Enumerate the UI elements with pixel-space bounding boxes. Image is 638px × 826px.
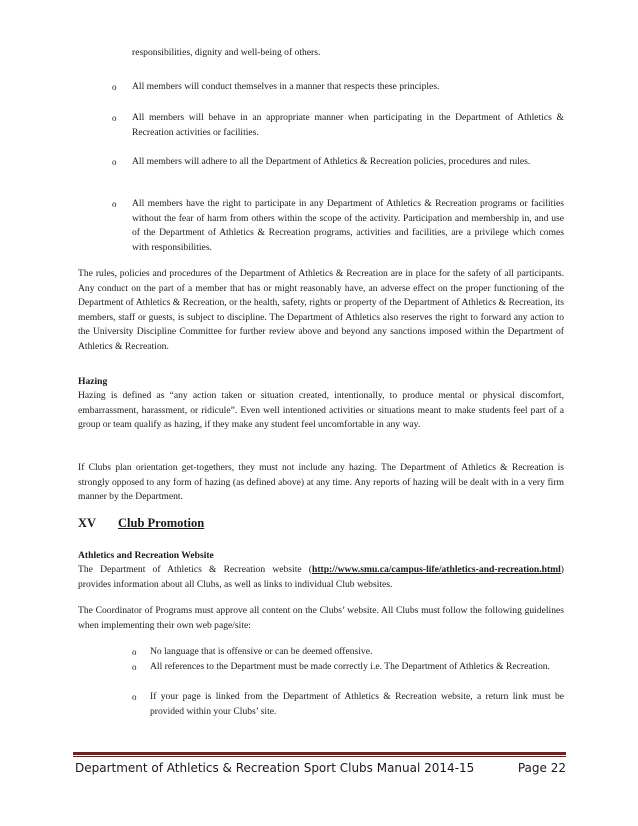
hazing-clubs-paragraph: If Clubs plan orientation get-togethers, they must not include any hazing. The Department of Athletics & Recreation is strongly opposed to any form of hazing (as defined above) at any time. Any reports of hazing will be dealt with in a very firm manner by the Department. bbox=[78, 462, 564, 503]
guideline-item: No language that is offensive or can be deemed offensive. bbox=[150, 646, 373, 657]
section-number: XV bbox=[78, 516, 97, 530]
website-text-after: ) provides information about all Clubs, as well as links to individual Club websites. bbox=[78, 564, 564, 590]
website-text-before: The Department of Athletics & Recreation website ( bbox=[78, 564, 312, 575]
bullet-marker: o bbox=[132, 662, 137, 672]
footer-rule bbox=[73, 752, 566, 755]
website-link[interactable]: http://www.smu.ca/campus-life/athletics-and-recreation.html bbox=[312, 564, 561, 575]
rules-paragraph: The rules, policies and procedures of the Department of Athletics & Recreation are in place for the safety of all participants. Any conduct on the part of a member that has or might reasonably have, an adverse effect on the proper functioning of the Department of Athletics & Recreation, or the health, safety, rights or property of the Department of Athletics & Recreation, its members, staff or guests, is subject to discipline. The Department of Athletics also reserves the right to forward any action to the University Discipline Committee for further review above and beyond any sanctions imposed within the Department of Athletics & Recreation. bbox=[78, 268, 564, 352]
bullet-marker: o bbox=[112, 157, 117, 167]
list-item: All members will adhere to all the Department of Athletics & Recreation policies, procedures and rules. bbox=[132, 156, 531, 167]
bullet-marker: o bbox=[112, 82, 117, 92]
bullet-marker: o bbox=[132, 692, 137, 702]
bullet-marker: o bbox=[112, 199, 117, 209]
section-heading bbox=[78, 515, 208, 531]
continuation-text: responsibilities, dignity and well-being of others. bbox=[132, 47, 321, 58]
list-item: All members will conduct themselves in a manner that respects these principles. bbox=[132, 81, 440, 92]
guideline-item: If your page is linked from the Department of Athletics & Recreation website, a return link must be provided within your Clubs’ site. bbox=[150, 691, 564, 717]
list-item: All members have the right to participate in any Department of Athletics & Recreation programs or facilities without the fear of harm from others within the scope of the activity. Participation and membership in, and use of the Department of Athletics & Recreation programs, activities and facilities, are a privilege which comes with responsibilities. bbox=[132, 198, 564, 253]
footer-rule-thin bbox=[73, 756, 566, 757]
hazing-definition: Hazing is defined as “any action taken or situation created, intentionally, to produce mental or physical discomfort, embarrassment, harassment, or ridicule”. Even well intentioned activities or situations meant to make students feel part of a group or team qualify as hazing, if they make any student feel uncomfortable in any way. bbox=[78, 390, 564, 431]
website-title: Athletics and Recreation Website bbox=[78, 550, 214, 561]
page-number: Page 22 bbox=[517, 761, 566, 775]
bullet-marker: o bbox=[132, 647, 137, 657]
footer-title: Department of Athletics & Recreation Sport Clubs Manual 2014-15 bbox=[75, 761, 475, 775]
website-paragraph bbox=[78, 563, 564, 592]
coordinator-paragraph: The Coordinator of Programs must approve all content on the Clubs’ website. All Clubs must follow the following guidelines when implementing their own web page/site: bbox=[78, 605, 564, 631]
list-item: All members will behave in an appropriate manner when participating in the Department of Athletics & Recreation activities or facilities. bbox=[132, 112, 564, 138]
bullet-marker: o bbox=[112, 113, 117, 123]
section-title: Club Promotion bbox=[118, 516, 205, 530]
hazing-title: Hazing bbox=[78, 376, 108, 387]
guideline-item: All references to the Department must be made correctly i.e. The Department of Athletics & Recreation. bbox=[150, 661, 550, 672]
